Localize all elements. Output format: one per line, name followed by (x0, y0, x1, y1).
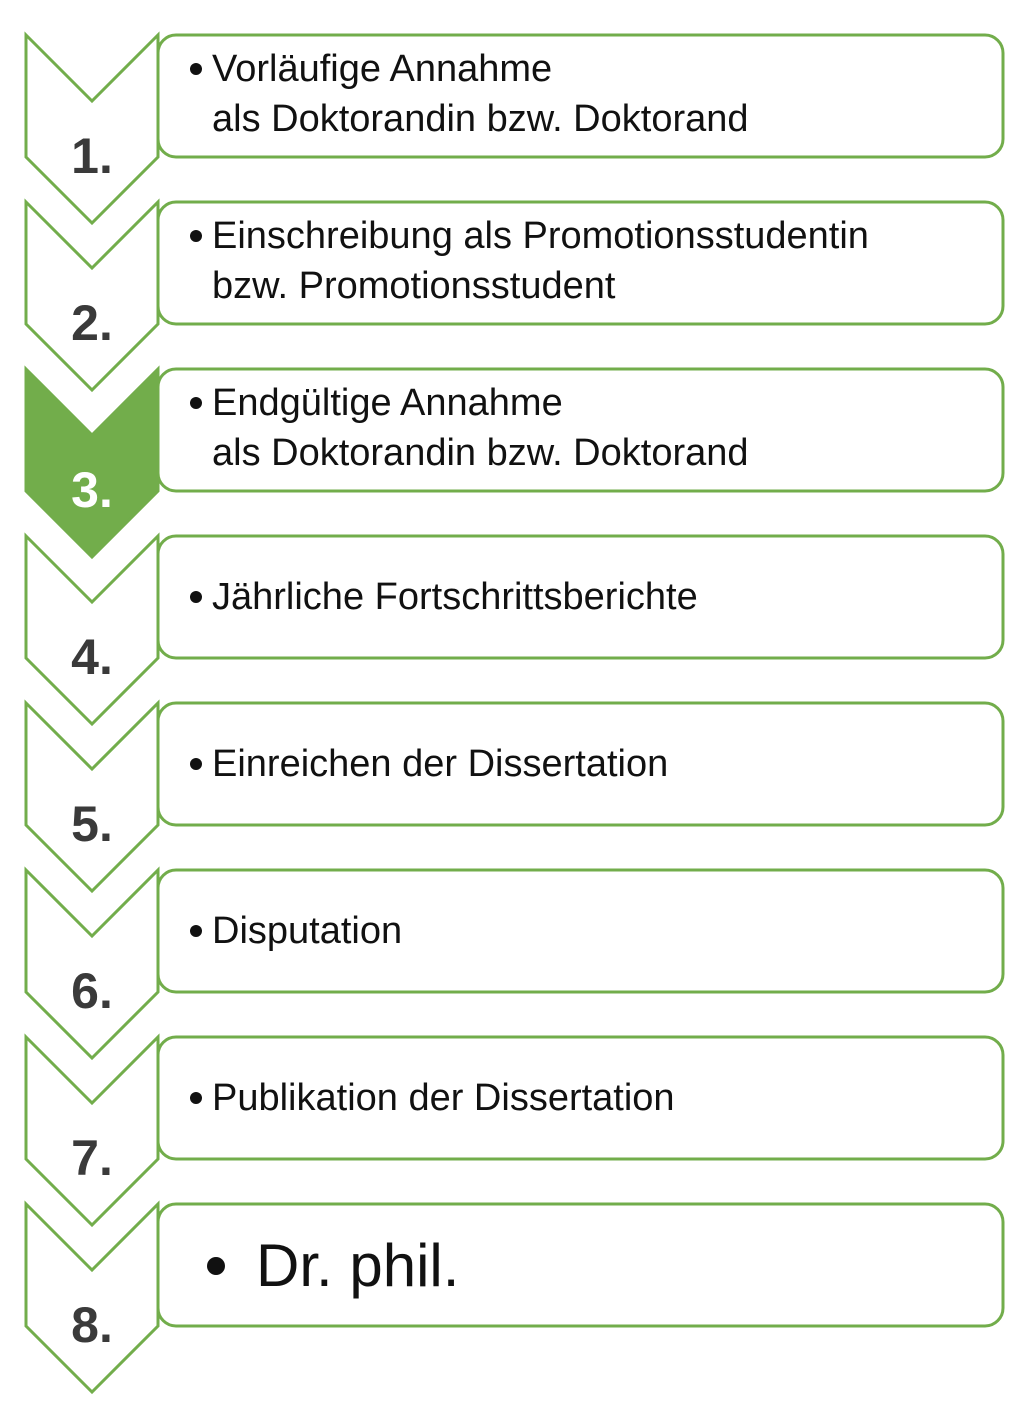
step-8-text-line-1: Dr. phil. (256, 1232, 460, 1299)
step-3-text-line-1: Endgültige Annahme (212, 382, 563, 424)
step-4-text-line-1: Jährliche Fortschrittsberichte (212, 576, 698, 618)
step-6-text-line-1: Disputation (212, 910, 403, 952)
step-2-text-line-1: Einschreibung als Promotionsstudentin (212, 215, 869, 257)
bullet-icon (207, 1257, 225, 1275)
step-number-1: 1. (71, 128, 113, 184)
chevron-column (26, 35, 158, 1392)
step-3-text-line-2: als Doktorandin bzw. Doktorand (212, 432, 749, 474)
bullet-icon (190, 1092, 202, 1104)
step-number-7: 7. (71, 1130, 113, 1186)
step-number-8: 8. (71, 1297, 113, 1353)
bullet-icon (190, 397, 202, 409)
step-boxes (158, 35, 1003, 1326)
step-1-text-line-1: Vorläufige Annahme (212, 48, 553, 90)
bullet-icon (190, 591, 202, 603)
bullet-icon (190, 63, 202, 75)
bullet-icon (190, 925, 202, 937)
bullet-icon (190, 230, 202, 242)
step-5-text-line-1: Einreichen der Dissertation (212, 743, 669, 785)
step-number-2: 2. (71, 295, 113, 351)
step-7-text-line-1: Publikation der Dissertation (212, 1077, 675, 1119)
bullet-icon (190, 758, 202, 770)
step-number-3: 3. (71, 462, 113, 518)
step-number-6: 6. (71, 963, 113, 1019)
step-1-text-line-2: als Doktorandin bzw. Doktorand (212, 98, 749, 140)
step-number-4: 4. (71, 629, 113, 685)
step-2-text-line-2: bzw. Promotionsstudent (212, 265, 616, 307)
step-number-5: 5. (71, 796, 113, 852)
